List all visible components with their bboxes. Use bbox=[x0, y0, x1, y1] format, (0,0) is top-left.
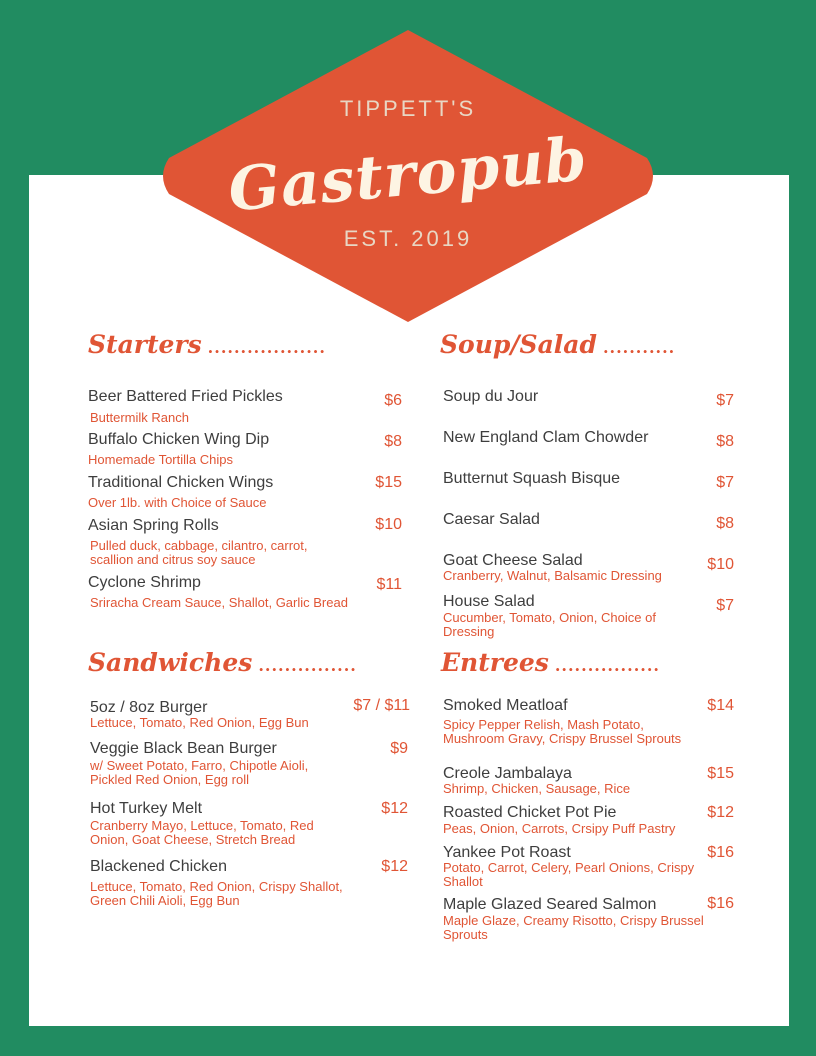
menu-item-name: Traditional Chicken Wings bbox=[88, 474, 274, 491]
menu-item-price: $8 bbox=[716, 515, 734, 532]
menu-item-desc: Cranberry Mayo, Lettuce, Tomato, Red Onion, Goat Cheese, Stretch Bread bbox=[90, 818, 314, 847]
section-heading-starters bbox=[88, 330, 326, 359]
menu-item-desc: Buttermilk Ranch bbox=[90, 410, 189, 425]
menu-item-price: $8 bbox=[384, 433, 402, 450]
section-dots: .................. bbox=[207, 338, 326, 357]
section-title: Entrees bbox=[441, 648, 549, 677]
menu-item-price: $12 bbox=[707, 804, 734, 821]
menu-item-name: Cyclone Shrimp bbox=[88, 574, 201, 591]
menu-item-price: $15 bbox=[707, 765, 734, 782]
brand-name: TIPPETT'S bbox=[339, 96, 477, 121]
menu-item-desc: Over 1lb. with Choice of Sauce bbox=[88, 495, 267, 510]
menu-item-name: 5oz / 8oz Burger bbox=[90, 699, 208, 716]
menu-item-price: $7 / $11 bbox=[353, 697, 410, 714]
menu-item-name: Veggie Black Bean Burger bbox=[90, 740, 277, 757]
section-dots: ............... bbox=[258, 656, 357, 675]
menu-item-price: $14 bbox=[707, 697, 734, 714]
menu-item-desc: Spicy Pepper Relish, Mash Potato, Mushroom Gravy, Crispy Brussel Sprouts bbox=[443, 717, 682, 746]
menu-item-desc: Pulled duck, cabbage, cilantro, carrot, scallion and citrus soy sauce bbox=[90, 538, 308, 567]
menu-item-price: $12 bbox=[381, 800, 408, 817]
menu-item-price: $9 bbox=[390, 740, 408, 757]
menu-item-name: Goat Cheese Salad bbox=[443, 552, 583, 569]
menu-item-desc: Sriracha Cream Sauce, Shallot, Garlic Bread bbox=[90, 595, 348, 610]
menu-item-price: $15 bbox=[375, 474, 402, 491]
menu-item-name: Blackened Chicken bbox=[90, 858, 227, 875]
section-title: Soup/Salad bbox=[440, 330, 597, 359]
menu-item-price: $10 bbox=[375, 516, 402, 533]
menu-item-price: $7 bbox=[716, 474, 734, 491]
menu-item-name: Yankee Pot Roast bbox=[443, 844, 571, 861]
menu-item-name: Creole Jambalaya bbox=[443, 765, 572, 782]
established-date: EST. 2019 bbox=[343, 226, 473, 251]
section-heading-entrees bbox=[441, 648, 660, 677]
menu-item-price: $7 bbox=[716, 597, 734, 614]
menu-item-price: $10 bbox=[707, 556, 734, 573]
section-dots: ........... bbox=[602, 338, 676, 357]
menu-item-name: Roasted Chicket Pot Pie bbox=[443, 804, 617, 821]
menu-item-desc: Lettuce, Tomato, Red Onion, Egg Bun bbox=[90, 715, 309, 730]
menu-item-desc: Homemade Tortilla Chips bbox=[88, 452, 233, 467]
menu-item-name: Butternut Squash Bisque bbox=[443, 470, 621, 487]
menu-item-name: New England Clam Chowder bbox=[443, 429, 649, 446]
menu-item-name: Maple Glazed Seared Salmon bbox=[443, 896, 657, 913]
menu-item-desc: Cucumber, Tomato, Onion, Choice of Dressing bbox=[443, 610, 656, 639]
menu-item-name: House Salad bbox=[443, 593, 535, 610]
menu-item-price: $8 bbox=[716, 433, 734, 450]
menu-item-price: $12 bbox=[381, 858, 408, 875]
menu-item-name: Beer Battered Fried Pickles bbox=[88, 388, 283, 405]
menu-item-name: Caesar Salad bbox=[443, 511, 540, 528]
menu-item-price: $6 bbox=[384, 392, 402, 409]
section-title: Sandwiches bbox=[88, 648, 253, 677]
menu-item-desc: Cranberry, Walnut, Balsamic Dressing bbox=[443, 568, 662, 583]
menu-item-name: Smoked Meatloaf bbox=[443, 697, 568, 714]
menu-item-price: $7 bbox=[716, 392, 734, 409]
section-heading-sandwiches bbox=[88, 648, 357, 677]
brand-script-title: Gastropub bbox=[225, 124, 591, 226]
menu-item-name: Asian Spring Rolls bbox=[88, 517, 219, 534]
section-heading-soup-salad bbox=[440, 330, 675, 359]
logo-badge bbox=[157, 30, 659, 322]
menu-item-desc: Shrimp, Chicken, Sausage, Rice bbox=[443, 781, 631, 796]
menu-item-price: $11 bbox=[376, 576, 402, 593]
menu-item-desc: Lettuce, Tomato, Red Onion, Crispy Shallot, Green Chili Aioli, Egg Bun bbox=[90, 879, 343, 908]
menu-item-desc: w/ Sweet Potato, Farro, Chipotle Aioli, Pickled Red Onion, Egg roll bbox=[90, 758, 309, 787]
menu-item-desc: Peas, Onion, Carrots, Crsipy Puff Pastry bbox=[443, 821, 676, 836]
menu-item-desc: Maple Glaze, Creamy Risotto, Crispy Brussel Sprouts bbox=[443, 913, 704, 942]
menu-item-price: $16 bbox=[707, 895, 734, 912]
menu-item-name: Buffalo Chicken Wing Dip bbox=[88, 431, 270, 448]
menu-item-desc: Potato, Carrot, Celery, Pearl Onions, Crispy Shallot bbox=[443, 860, 695, 889]
section-title: Starters bbox=[88, 330, 202, 359]
menu-item-price: $16 bbox=[707, 844, 734, 861]
menu-item-name: Hot Turkey Melt bbox=[90, 800, 203, 817]
menu-item-name: Soup du Jour bbox=[443, 388, 539, 405]
section-dots: ................ bbox=[554, 656, 660, 675]
